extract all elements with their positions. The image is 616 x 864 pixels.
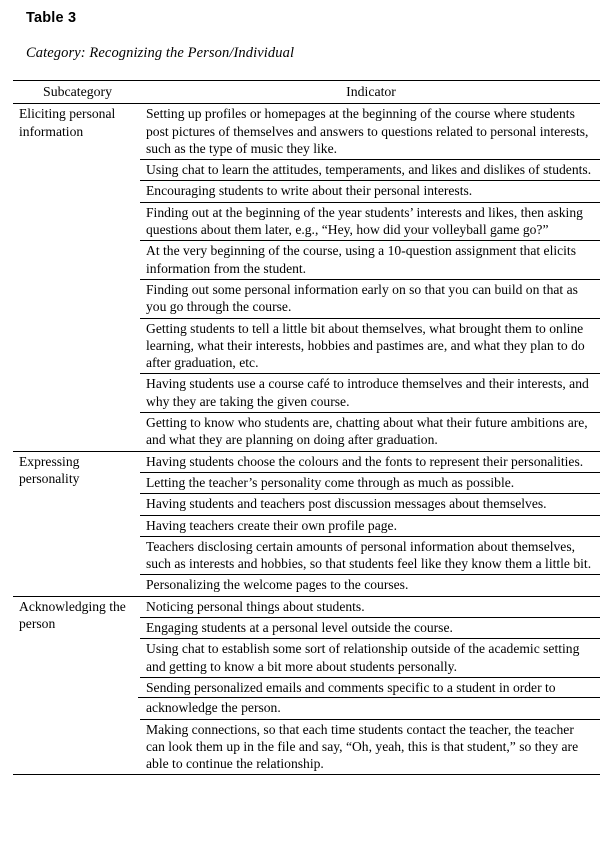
indicator-cell: Personalizing the welcome pages to the courses.	[140, 575, 600, 596]
indicator-cell: Making connections, so that each time students contact the teacher, the teacher can look them up in the file and say, “Oh, yeah, this is that student,” so they are able to continue the relationship.	[140, 719, 600, 775]
indicator-cell: Using chat to learn the attitudes, temperaments, and likes and dislikes of students.	[140, 160, 600, 181]
indicator-line-1: Sending personalized emails and comments specific to a student in order to	[146, 679, 556, 695]
indicator-cell: Getting students to tell a little bit about themselves, what brought them to online learning, what their interests, hobbies and pastimes are, and what they plan to do after graduation, etc.	[140, 318, 600, 374]
indicator-cell: At the very beginning of the course, using a 10-question assignment that elicits information from the student.	[140, 241, 600, 280]
indicator-cell: Setting up profiles or homepages at the beginning of the course where students post pictures of themselves and answers to questions related to personal interests, such as the type of music they like.	[140, 104, 600, 160]
indicator-line-2: acknowledge the person.	[146, 700, 281, 716]
indicator-cell: Encouraging students to write about their personal interests.	[140, 181, 600, 202]
table-row	[13, 451, 600, 472]
indicator-cell: Engaging students at a personal level outside the course.	[140, 618, 600, 639]
table-row	[13, 596, 600, 617]
indicator-cell: Letting the teacher’s personality come through as much as possible.	[140, 472, 600, 493]
indicator-cell: Using chat to establish some sort of relationship outside of the academic setting and getting to know a bit more about students personally.	[140, 639, 600, 678]
table-header-row	[13, 81, 600, 104]
table-row	[13, 104, 600, 160]
table-body	[13, 104, 600, 775]
page-title: Table 3	[26, 10, 77, 26]
column-header-indicator: Indicator	[140, 81, 600, 104]
indicator-cell: Having students choose the colours and the fonts to represent their personalities.	[140, 451, 600, 472]
scan-artifact-rule	[138, 697, 600, 698]
indicator-cell: Having teachers create their own profile page.	[140, 515, 600, 536]
column-header-subcategory: Subcategory	[13, 81, 140, 104]
subcategory-cell: Acknowledging the person	[13, 596, 140, 775]
subcategory-cell: Expressing personality	[13, 451, 140, 596]
subcategory-cell: Eliciting personal information	[13, 104, 140, 451]
table-container	[13, 80, 600, 775]
indicator-cell: Having students and teachers post discussion messages about themselves.	[140, 494, 600, 515]
indicator-cell: Noticing personal things about students.	[140, 596, 600, 617]
indicator-cell: Finding out some personal information early on so that you can build on that as you go through the course.	[140, 279, 600, 318]
indicator-cell: Teachers disclosing certain amounts of personal information about themselves, such as interests and hobbies, so that students feel like they know them a little bit.	[140, 536, 600, 575]
indicator-cell: Getting to know who students are, chatting about what their future ambitions are, and what they are planning on doing after graduation.	[140, 413, 600, 452]
indicator-cell	[140, 677, 600, 719]
category-subtitle: Category: Recognizing the Person/Individual	[26, 45, 295, 61]
table-header	[13, 81, 600, 104]
indicators-table	[13, 80, 600, 775]
indicator-cell: Finding out at the beginning of the year students’ interests and likes, then asking questions about them later, e.g., “Hey, how did your volleyball game go?”	[140, 202, 600, 241]
indicator-cell: Having students use a course café to introduce themselves and their interests, and why they are taking the given course.	[140, 374, 600, 413]
